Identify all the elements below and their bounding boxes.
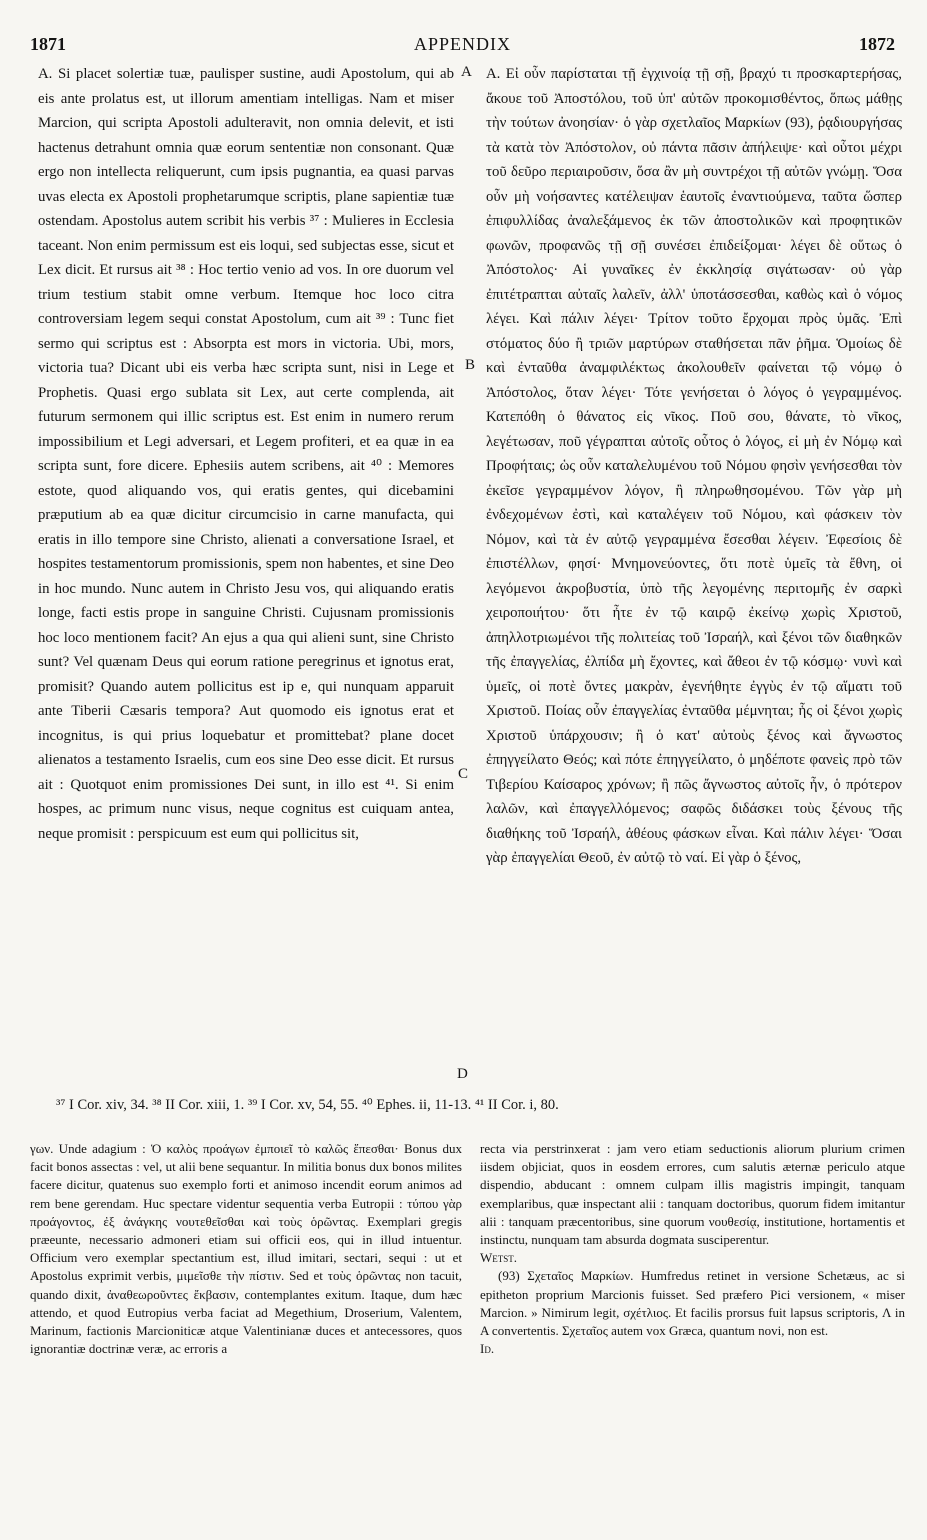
note-signature-2: Id.: [480, 1341, 495, 1357]
section-marker-d: D: [457, 1066, 468, 1082]
greek-column: [486, 62, 902, 1092]
section-marker-c: C: [458, 766, 469, 782]
page-header: [30, 34, 895, 60]
note-93: (93) Σχεταῖος Μαρκίων. Humfredus retinet in versione Schetæus, ac si epitheton proprium Marcionis fuisset. Sed præfero Pici versionem, « miser Marcion. » Nimirum legit, σχέτλιος. Et facilis prorsus fuit lapsus scriptoris, Λ in Α convertentis. Σχεταῖος autem vox Græca, quantum novi, non est.: [480, 1268, 905, 1339]
latin-text: A. Si placet solertiæ tuæ, paulisper sustine, audi Apostolum, qui ab eis ante prolatus est, ut illorum amentiam intelligas. Nam et miser Marcion, qui scripta Apostoli adulteravit, non omnia delevit, et isti hactenus detrahunt omnia quæ eorum sententiæ non consonant. Quæ ergo non intellecta reliquerunt, cum ipsis pugnantia, ea quasi parvas uvas electa ex Apostoli prophetarumque scriptis, plane sapientiæ tuæ ostendam. Apostolus autem scribit his verbis ³⁷ : Mulieres in Ecclesia taceant. Non enim permissum est eis loqui, sed subjectas esse, sicut et Lex dicit. Et rursus ait ³⁸ : Hoc tertio venio ad vos. In ore duorum vel trium testium stabit omne verbum. Itemque hoc loco citra controversiam legem sequi constat Apostolum, cum ait ³⁹ : Tunc fiet sermo qui scriptus est : Absorpta est mors in victoria. Ubi, mors, victoria tua? Dicant ubi eis verba hæc scripta sunt, nisi in Lege et Prophetis. Quasi ergo sublata sit Lex, aut certe complenda, ait futurum sermonem qui illic scriptus est. Est enim in numero rerum impossibilium et Legi adversari, et Legem profiteri, et ea quæ in ea scripta sunt, fore dicere. Ephesiis autem scribens, ait ⁴⁰ : Memores estote, quod aliquando vos, qui eratis gentes, qui dicebamini præputium ab ea quæ dicitur circumcisio in carne manufacta, qui eratis in illo tempore sine Christo, alienati a conversatione Israel, et hospites testamentorum promissionis, spem non habentes, et sine Deo in hoc mundo. Nunc autem in Christo Jesu vos, qui aliquando eratis longe, facti estis prope in sanguine Christi. Cujusnam promissionis hoc loco mentionem facit? An ejus a qua qui alieni sunt, sine Christo sunt? Vel quænam Deus qui eorum ratione peregrinus et ignotus erat, promisit? Quando autem pollicitus est ip e, qui nunquam apparuit ante Tiberii Cæsaris tempora? Aut quomodo eis ignotus erat et incognitus, is qui prius loquebatur et promittebat? plane docet alienatos a testamento Israelis, cum eos sine Deo esse dicit. Et rursus ait : Quotquot enim promissiones Dei sunt, in illo est ⁴¹. Si enim hospes, ac primum nunc visus, neque cognitus est cuiquam antea, neque promisit : perspicuum est eum qui pollicitus sit,: [38, 66, 454, 842]
note-signature-1: Wetst.: [480, 1250, 518, 1266]
right-page-number: 1872: [859, 34, 895, 54]
section-marker-b: B: [465, 357, 476, 373]
scripture-references: ³⁷ I Cor. xiv, 34. ³⁸ II Cor. xiii, 1. ³⁹ I Cor. xv, 54, 55. ⁴⁰ Ephes. ii, 11-13. ⁴¹ II Cor. i, 80.: [56, 1097, 559, 1113]
latin-column: [38, 62, 454, 1092]
note-text-left: γων. Unde adagium : Ὁ καλὸς προάγων ἐμποιεῖ τὸ καλῶς ἕπεσθαι· Bonus dux facit bonos assectas : vel, ut alii bene sequantur. In militia bonus dux bonos milites facere dicitur, quatenus suo exemplo forti et animoso incendit eorum animos ad rem bene gerendam. Huc spectare videntur sequentia verba Eutropii : τύπου γὰρ προάγοντος, ἐξ ἀνάγκης νουτεθεῖσθαι καὶ τοὺς ὁρῶντας. Exemplari gregis præeunte, necessario admoneri etiam sui officii eos, qui in illud intuentur. Officium vero exemplar spectantium est, illud imitari, sectari, sequi : ut et Apostolus exprimit verbis, μιμεῖσθε τὴν πίστιν. Sed et τοὺς ὁρῶντας non tacuit, quando dixit, ἀναθεωροῦντες ἔκβασιν, contemplantes exitum. Itaque, dum hæc attendo, et quod Eutropius verba faciat ad Megethium, Droserium, Valentem, Marinum, factionis Marcioniticæ atque Valentinianæ duces et antecessores, quos ignorantiæ doctrinæ veræ, ac erroris a: [30, 1141, 462, 1357]
note-text-right-1: recta via perstrinxerat : jam vero etiam seductionis aliorum plurium crimen iisdem objiciat, quos in eosdem errores, cum salutis æternæ periculo atque dispendio, abducant : omnem culpam illis magistris impingit, tanquam exemplaribus, quæ inspectant alii : tanquam doctoribus, quorum fidem imitantur alii : tanquam præcentoribus, sine quorum νουθεσίᾳ, institutione, hortamentis et instinctu, nunquam tam absurda dogmata susciperentur.: [480, 1141, 905, 1248]
greek-text: A. Εἰ οὖν παρίσταται τῇ ἐγχινοίᾳ τῇ σῇ, βραχύ τι προσκαρτερήσας, ἄκουε τοῦ Ἀποστόλου, τοῦ ὑπ' αὐτῶν προκομισθέντος, ὅπως μάθῃς τὴν τούτων ἀνοησίαν· ὁ γὰρ σχετλαῖος Μαρκίων (93), ῥᾳδιουργήσας τὰ κατὰ τὸν Ἀπόστολον, οὐ πάντα πᾶσιν ἀπήλειψε· καὶ οὗτοι μέχρι τοῦ δεῦρο περιαιροῦσιν, ὅσα ἂν μὴ συντρέχοι τῇ αὐτῶν γνώμῃ. Ὅσα οὖν μὴ νοήσαντες κατέλειψαν ἑαυτοῖς ἐναντιούμενα, ταῦτα ὥσπερ ἐπιφυλλίδας ἀναλεξάμενος ἐκ τῶν ἀποστολικῶν καὶ προφητικῶν φωνῶν, προφανῶς τῇ σῇ συνέσει ἐπιδείξομαι· λέγει δὲ οὕτως ὁ Ἀπόστολος· Αἱ γυναῖκες ἐν ἐκκλησίᾳ σιγάτωσαν· οὐ γὰρ ἐπιτέτραπται αὐταῖς λαλεῖν, ἀλλ' ὑποτάσσεσθαι, καθὼς καὶ ὁ νόμος λέγει. Καὶ πάλιν λέγει· Τρίτον τοῦτο ἔρχομαι πρὸς ὑμᾶς. Ἐπὶ στόματος δύο ἢ τριῶν μαρτύρων σταθήσεται πᾶν ῥῆμα. Ὁμοίως δὲ καὶ ἐνταῦθα ἀναμφιλέκτως ἀκολουθεῖν φαίνεται τῷ νόμῳ ὁ Ἀπόστολος, ὅταν λέγει· Τότε γενήσεται ὁ λόγος ὁ γεγραμμένος. Κατεπόθη ὁ θάνατος εἰς νῖκος. Ποῦ σου, θάνατε, τὸ νῖκος, λεγέτωσαν, ποῦ γέγραπται αὐτοῖς οὗτος ὁ λόγος, εἰ μὴ ἐν Νόμῳ καὶ Προφήταις; ὡς οὖν καταλελυμένου τοῦ Νόμου φησὶν γενήσεσθαι τὸν ἐκεῖσε γεγραμμένον λόγον, ἢ πληρωθησομένου. Τῶν γὰρ μὴ ἐνδεχομένων ἐστὶ, καὶ καταλέγειν τοῦ Νόμου, καὶ φάσκειν τὸν Νόμον, καὶ τὰ ἐν αὐτῷ γεγραμμένα ἔσεσθαι λέγειν. Ἐφεσίοις δὲ ἐπιστέλλων, φησί· Μνημονεύοντες, ὅτι ποτὲ ὑμεῖς τὰ ἔθνη, οἱ λεγόμενοι ἀκροβυστία, ὑπὸ τῆς λεγομένης περιτομῆς ἐν σαρκὶ χειροποιήτου· ὅτι ἦτε ἐν τῷ καιρῷ ἐκείνῳ χωρὶς Χριστοῦ, ἀπηλλοτριωμένοι τῆς πολιτείας τοῦ Ἰσραήλ, καὶ ξένοι τῶν διαθηκῶν τῆς ἐπαγγελίας, ἐλπίδα μὴ ἔχοντες, καὶ ἄθεοι ἐν τῷ κόσμῳ· νυνὶ καὶ ὑμεῖς, οἱ ποτὲ ὄντες μακρὰν, ἐγενήθητε ἐγγὺς ἐν τῷ αἵματι τοῦ Χριστοῦ. Ποίας οὖν ἐπαγγελίας ἐνταῦθα μέμνηται; ἧς οἱ ξένοι χωρὶς Χριστοῦ ὑπάρχουσιν; ἢ ὁ κατ' αὐτοὺς ξένος καὶ ἄγνωστος ἐπηγγείλατο Θεός; καὶ πότε ἐπηγγείλατο, ὁ μηδέποτε φανεὶς πρὸ τῶν Τιβερίου Καίσαρος χρόνων; ἢ πῶς ἄγνωστος αὐτοῖς ἦν, ὁ πρότερον λαλῶν, καὶ ἐπαγγελλόμενος; σαφῶς διδάσκει τοὺς ξένους τῆς διαθήκης τοῦ Ἰσραήλ, ἀθέους φάσκων εἶναι. Καὶ πάλιν λέγει· Ὅσαι γὰρ ἐπαγγελίαι Θεοῦ, ἐν αὐτῷ τὸ ναί. Εἰ γὰρ ὁ ξένος,: [486, 66, 902, 866]
left-page-number: 1871: [30, 34, 66, 54]
notes-right-column: [480, 1140, 905, 1520]
running-title: APPENDIX: [413, 34, 511, 54]
section-marker-a: A: [461, 64, 472, 80]
notes-left-column: [30, 1140, 462, 1520]
